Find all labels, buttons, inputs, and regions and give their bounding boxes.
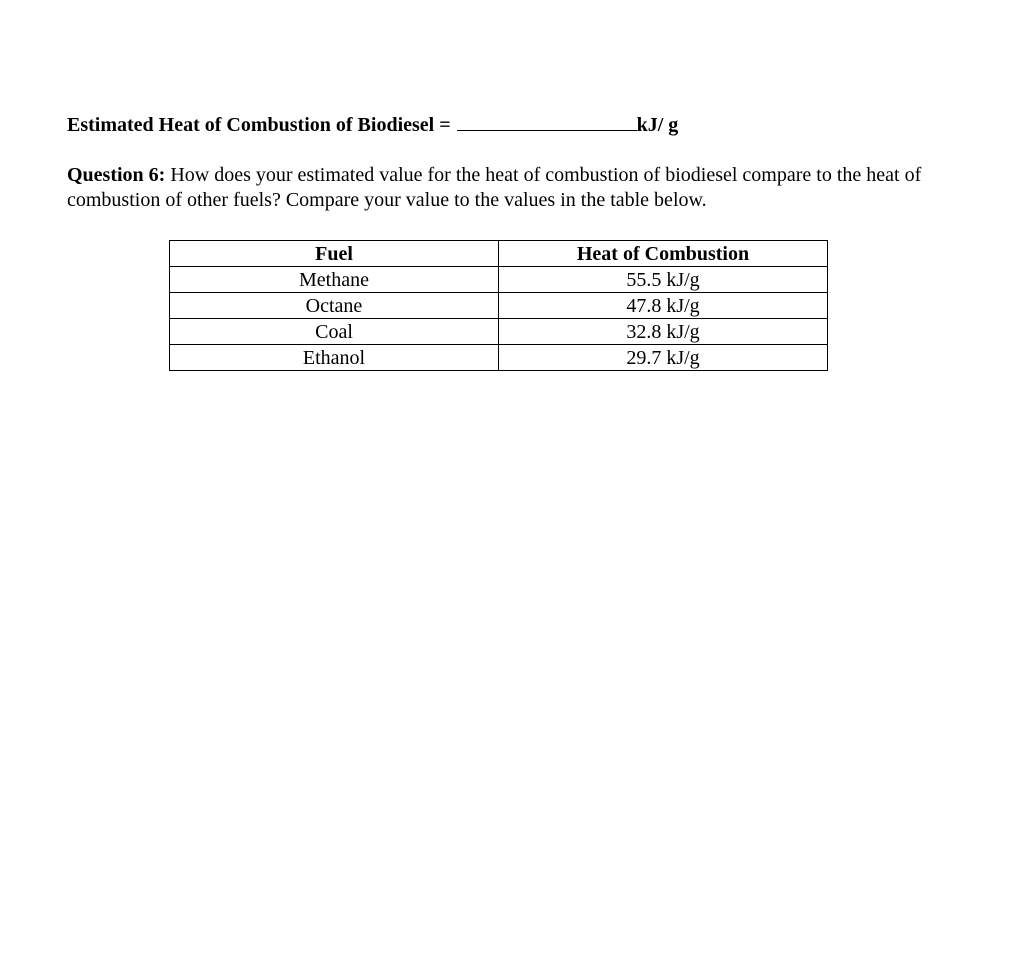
fuel-cell: Coal xyxy=(170,319,499,345)
estimate-line xyxy=(67,112,678,138)
table-row xyxy=(170,267,828,293)
table-row xyxy=(170,319,828,345)
heat-cell: 55.5 kJ/g xyxy=(499,267,828,293)
table-row xyxy=(170,293,828,319)
question-6 xyxy=(67,163,947,213)
fuel-cell: Methane xyxy=(170,267,499,293)
heat-cell: 29.7 kJ/g xyxy=(499,345,828,371)
table-row xyxy=(170,345,828,371)
fuel-heat-table xyxy=(169,240,828,371)
header-heat-of-combustion: Heat of Combustion xyxy=(499,241,828,267)
heat-cell: 32.8 kJ/g xyxy=(499,319,828,345)
estimate-unit: kJ/ g xyxy=(636,114,679,136)
table-header-row xyxy=(170,241,828,267)
estimate-label: Estimated Heat of Combustion of Biodiesel = xyxy=(67,114,451,136)
heat-cell: 47.8 kJ/g xyxy=(499,293,828,319)
question-text: How does your estimated value for the heat of combustion of biodiesel compare to the heat of combustion of other fuels? Compare your value to the values in the table below. xyxy=(67,164,922,211)
question-label: Question 6: xyxy=(67,164,166,186)
estimate-answer-blank[interactable] xyxy=(457,112,637,131)
fuel-cell: Octane xyxy=(170,293,499,319)
fuel-cell: Ethanol xyxy=(170,345,499,371)
header-fuel: Fuel xyxy=(170,241,499,267)
